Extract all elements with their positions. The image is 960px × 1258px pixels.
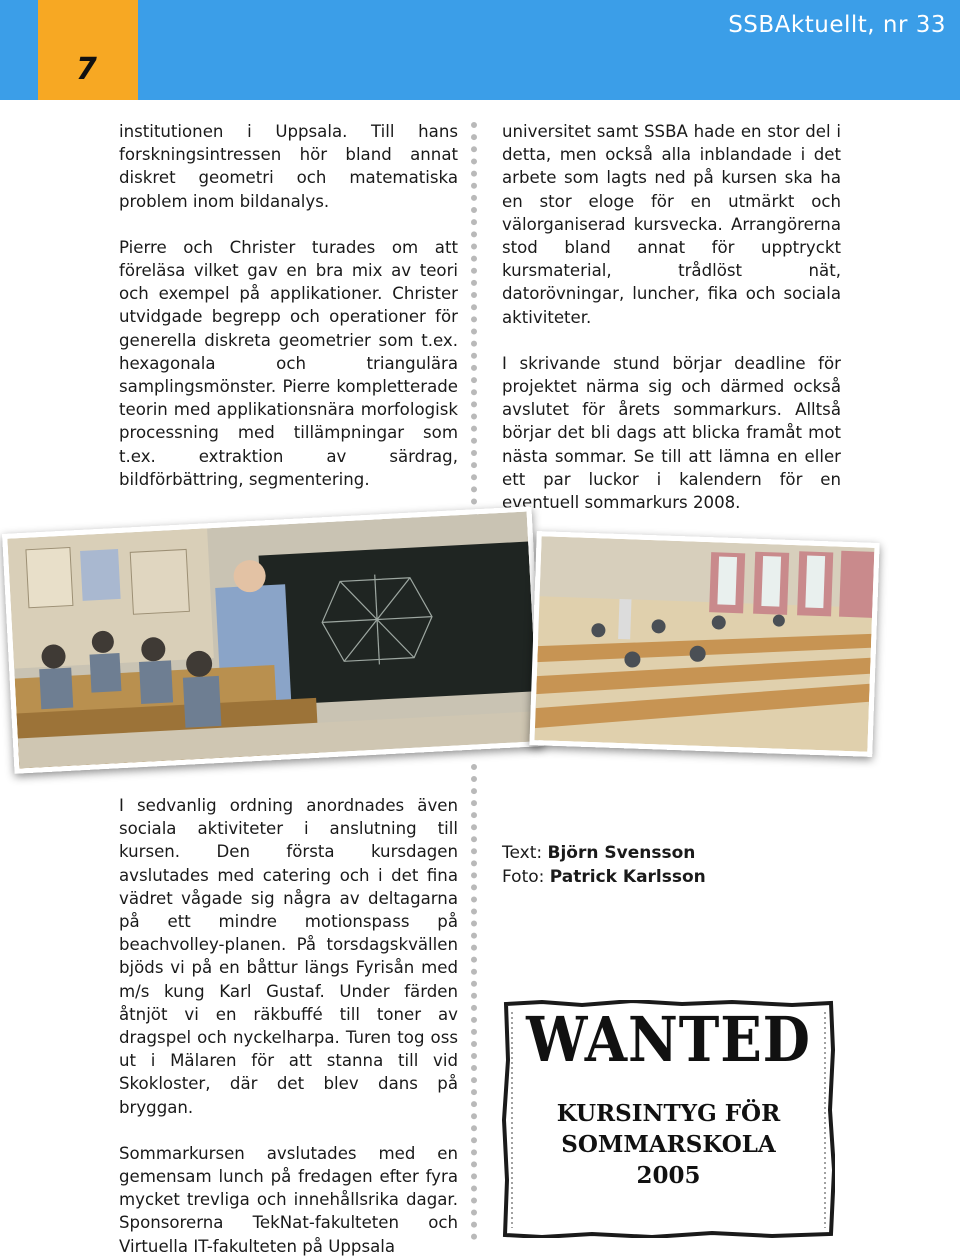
lecture-photo [2,506,544,773]
column-divider-bottom [471,764,477,1240]
paragraph: I skrivande stund börjar deadline för projektet närma sig och därmed också avslutet för årets sommarkurs. Alltså börjar det bli dags att blicka framåt mot nästa sommar. Se till att lämna en eller ett par luckor i kalendern för en eventuell sommarkurs 2008. [502,353,841,513]
paragraph: institutionen i Uppsala. Till hans forskningsintressen hör bland annat diskret geometri och matematiska problem inom bildanalys. [119,122,458,211]
photo-credit [502,866,706,890]
poster-line-2: SOMMARSKOLA [561,1131,776,1158]
paragraph: I sedvanlig ordning anordnades även sociala aktiviteter i anslutning till kursen. Den första kursdagen avslutades med catering och i det fina vädret vågade sig några av deltagarna på ett mindre motionspass på beachvolley-planen. På torsdagskvällen bjöds vi på en båttur längs Fyrisån med m/s kung Karl Gustaf. Under färden åtnjöt vi en räkbuffé till toner av dragspel och nyckelharpa. Turen tog oss ut i Mälaren för att stanna till vid Skokloster, där det blev dans på bryggan. [119,796,458,1117]
text-credit-name: Björn Svensson [547,843,696,863]
issue-title: SSBAktuellt, nr 33 [728,12,946,38]
credits [502,842,706,889]
lecture-photo-image [7,512,538,769]
photo-credit-name: Patrick Karlsson [549,866,706,887]
wanted-poster [502,1000,835,1238]
paragraph: universitet samt SSBA hade en stor del i detta, men också alla inblandade i det arbete som lagts ned på kursen ska ha en stor eloge för en utmärkt och välorganiserad kursvecka. Arrangörerna stod bland annat för upptryckt kursmaterial, trådlöst nät, datorövningar, luncher, fika och sociala aktiviteter. [502,122,841,327]
classroom-photo-image [535,536,875,751]
paragraph: Sommarkursen avslutades med en gemensam lunch på fredagen efter fyra mycket trevliga och innehållsrika dagar. Sponsorerna TekNat-fakulteten och Virtuella IT-fakulteten på Uppsala [119,1143,458,1256]
article-bottom-left [119,794,458,1258]
poster-line-3: 2005 [636,1162,701,1189]
text-credit-label: Text: [502,843,543,863]
page-number: 7 [76,52,97,87]
article-top-right [502,120,841,514]
photo-credit-label: Foto: [502,866,545,887]
poster-line-1: KURSINTYG FÖR [556,1100,781,1127]
text-credit [502,842,706,866]
paragraph: Pierre och Christer turades om att föreläsa vilket gav en bra mix av teori och exempel på applikationer. Christer utvidgade begrepp och operationer för generella diskreta geometrier som t.ex. hexagonala och triangulära samplingsmönster. Pierre kompletterade teorin med applikationsnära morfologisk processning med tillämpningar som t.ex. extraktion av särdrag, bildförbättring, segmentering. [119,237,458,489]
column-divider-top [471,122,477,517]
poster-headline: WANTED [526,1003,811,1076]
article-top-left [119,120,458,491]
classroom-photo [529,531,879,757]
